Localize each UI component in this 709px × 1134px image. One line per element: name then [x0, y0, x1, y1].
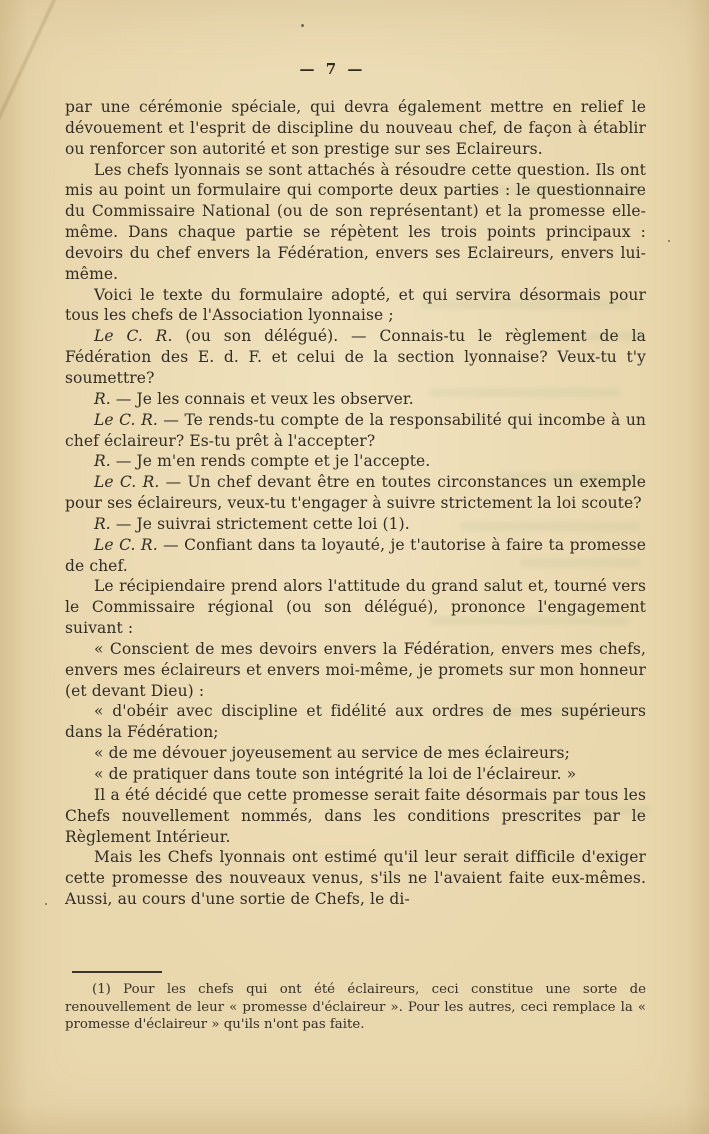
paper-speck [301, 24, 304, 27]
paragraph: R. — Je suivrai strictement cette loi (1). [94, 514, 410, 533]
paragraph: « Conscient de mes devoirs envers la Fédération, envers mes chefs, envers mes éclaireurs et envers moi-même, je promets sur mon honneur (et devant Dieu) : [65, 639, 646, 700]
speaker-label: R. [94, 514, 111, 533]
paragraph: Voici le texte du formulaire adopté, et qui servira désormais pour tous les chefs de l'Association lyonnaise ; [65, 285, 646, 325]
speaker-label: R. [94, 389, 111, 408]
body-text [65, 97, 646, 910]
paragraph: Les chefs lyonnais se sont attachés à résoudre cette question. Ils ont mis au point un formulaire qui comporte deux parties : le questionnaire du Commissaire National (ou de son représentant) et la promesse elle-même. Dans chaque partie se répètent les trois points principaux : devoirs du chef envers la Fédération, envers ses Eclaireurs, envers lui-même. [65, 160, 646, 283]
paragraph: Le C. R. — Un chef devant être en toutes circonstances un exemple pour ses éclaireurs, veux-tu t'engager à suivre strictement la loi scoute? [65, 473, 647, 513]
footnote-text: (1) Pour les chefs qui ont été éclaireurs, ceci constitue une sorte de renouvellement de leur « promesse d'éclaireur ». Pour les autres, ceci remplace la « promesse d'éclaireur » qu'ils n'ont pas faite. [65, 982, 646, 1033]
paragraph: par une cérémonie spéciale, qui devra également mettre en relief le dévouement et l'esprit de discipline du nouveau chef, de façon à établir ou renforcer son autorité et son prestige sur ses Eclaireurs. [65, 98, 646, 158]
paragraph: Mais les Chefs lyonnais ont estimé qu'il leur serait difficile d'exiger cette promesse des nouveaux venus, s'ils ne l'avaient faite eux-mêmes. Aussi, au cours d'une sortie de Chefs, le di- [65, 848, 646, 909]
speaker-label: Le C. R. [94, 410, 158, 429]
paragraph: « de me dévouer joyeusement au service de mes éclaireurs; [94, 744, 570, 763]
paragraph: Le C. R. (ou son délégué). — Connais-tu le règlement de la Fédération des E. d. F. et celui de la section lyonnaise? Veux-tu t'y soumettre? [65, 327, 646, 387]
speaker-label: R. [94, 452, 111, 471]
paper-speck [668, 240, 670, 242]
paragraph: Il a été décidé que cette promesse serait faite désormais par tous les Chefs nouvellement nommés, dans les conditions prescrites par le Règlement Intérieur. [65, 785, 646, 846]
paragraph: Le C. R. — Confiant dans ta loyauté, je t'autorise à faire ta promesse de chef. [65, 535, 646, 575]
paragraph: « d'obéir avec discipline et fidélité aux ordres de mes supérieurs dans la Fédération; [65, 702, 646, 742]
page-number: — 7 — [299, 60, 366, 78]
speaker-label: Le C. R. [94, 473, 160, 492]
footnote-rule [72, 971, 162, 973]
paper-speck [45, 903, 47, 905]
paragraph: R. — Je les connais et veux les observer. [94, 389, 414, 408]
paragraph: R. — Je m'en rends compte et je l'accepte. [94, 452, 431, 471]
speaker-label: Le C. R. [94, 327, 173, 346]
paragraph: Le récipiendaire prend alors l'attitude du grand salut et, tourné vers le Commissaire régional (ou son délégué), prononce l'engagement suivant : [65, 577, 646, 638]
paragraph: « de pratiquer dans toute son intégrité la loi de l'éclaireur. » [94, 765, 577, 783]
paragraph: Le C. R. — Te rends-tu compte de la responsabilité qui incombe à un chef éclaireur? Es-tu prêt à l'accepter? [65, 410, 646, 450]
speaker-label: Le C. R. [94, 535, 158, 554]
